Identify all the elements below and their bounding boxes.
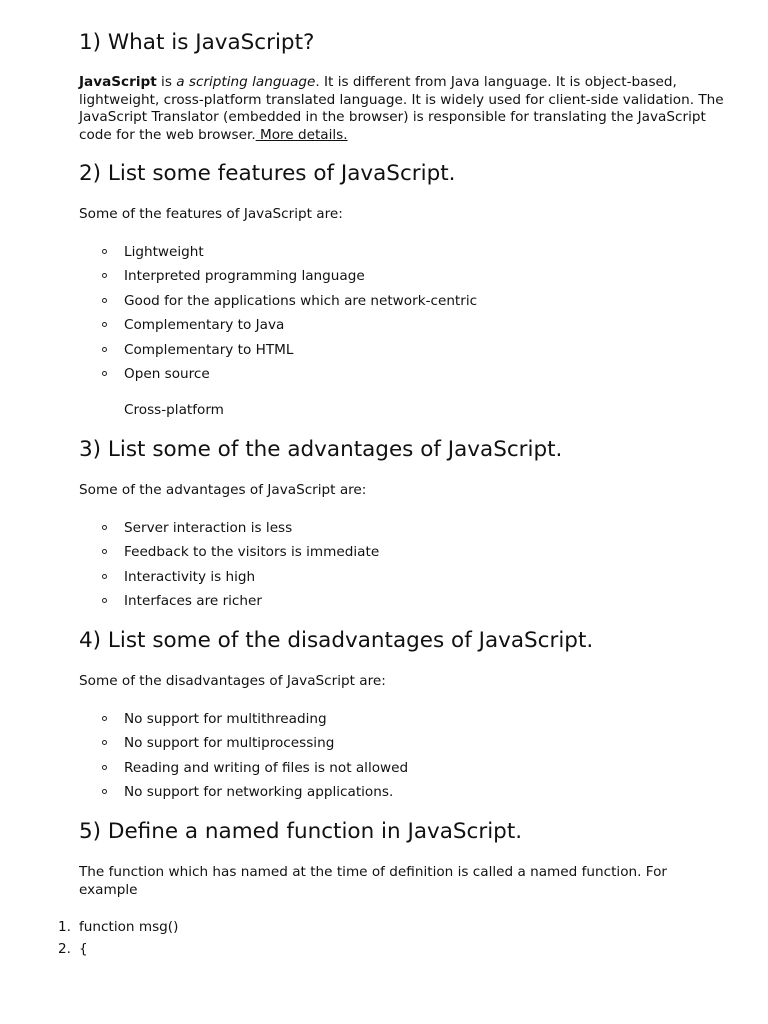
list-item (0, 731, 408, 755)
list-item-text: Open source (124, 365, 210, 382)
list-item-text: No support for networking applications. (124, 784, 394, 801)
list-item-text: Lightweight (124, 244, 204, 260)
advantages-list (0, 516, 379, 614)
circle-bullet-icon (102, 765, 107, 770)
heading-named-function: 5) Define a named function in JavaScript. (79, 819, 523, 844)
features-lead: Some of the features of JavaScript are: (79, 206, 343, 222)
list-item (0, 756, 408, 780)
disadvantages-list (0, 707, 408, 805)
disadvantages-lead: Some of the disadvantages of JavaScript are: (79, 673, 386, 689)
more-details-link[interactable]: More details. (255, 126, 348, 143)
features-extra-item: Cross-platform (124, 402, 224, 418)
term-javascript: JavaScript (79, 74, 157, 90)
intro-text-1: is (156, 74, 177, 90)
code-text: function msg() (79, 919, 179, 935)
heading-features: 2) List some features of JavaScript. (79, 161, 456, 186)
list-item-text: Interactivity is high (124, 568, 256, 585)
line-number: 2. (58, 940, 71, 957)
line-number: 1. (58, 919, 71, 935)
list-item (0, 540, 379, 564)
circle-bullet-icon (102, 789, 107, 794)
circle-bullet-icon (102, 525, 107, 530)
intro-text-2: . It is different from Java language. It is object-based, lightweight, cross-platform translated language. It is widely used for client-side validation. The JavaScript Translator (embedded in the browser) is responsible for translating the JavaScript code for the web browser. (79, 74, 724, 143)
list-item (0, 362, 477, 386)
list-item (0, 313, 477, 337)
advantages-lead: Some of the advantages of JavaScript are: (79, 482, 367, 498)
named-function-lead: The function which has named at the time of definition is called a named function. For example (79, 864, 668, 898)
list-item (0, 780, 408, 804)
list-item-text: Good for the applications which are network-centric (124, 292, 478, 309)
list-item-text: No support for multithreading (124, 711, 327, 727)
circle-bullet-icon (102, 322, 107, 327)
circle-bullet-icon (102, 549, 107, 554)
code-text: { (79, 940, 88, 957)
circle-bullet-icon (102, 574, 107, 579)
code-line (0, 917, 178, 939)
list-item (0, 707, 408, 731)
circle-bullet-icon (102, 347, 107, 352)
list-item (0, 289, 477, 313)
list-item-text: Complementary to Java (124, 317, 285, 334)
heading-what-is-javascript: 1) What is JavaScript? (79, 30, 315, 55)
list-item-text: Interfaces are richer (124, 593, 262, 610)
list-item-text: Reading and writing of files is not allowed (124, 759, 409, 776)
code-list (0, 917, 178, 960)
list-item-text: Server interaction is less (124, 520, 293, 536)
list-item (0, 516, 379, 540)
circle-bullet-icon (102, 273, 107, 278)
circle-bullet-icon (102, 298, 107, 303)
code-line (0, 939, 178, 961)
circle-bullet-icon (102, 249, 107, 254)
features-list (0, 240, 477, 386)
list-item (0, 264, 477, 288)
circle-bullet-icon (102, 740, 107, 745)
circle-bullet-icon (102, 716, 107, 721)
list-item (0, 240, 477, 264)
heading-disadvantages: 4) List some of the disadvantages of JavaScript. (79, 628, 594, 653)
list-item-text: No support for multiprocessing (124, 735, 335, 752)
list-item-text: Feedback to the visitors is immediate (124, 544, 380, 561)
list-item (0, 589, 379, 613)
list-item-text: Complementary to HTML (124, 341, 294, 358)
list-item (0, 565, 379, 589)
circle-bullet-icon (102, 598, 107, 603)
list-item (0, 338, 477, 362)
intro-italic: a scripting language (176, 74, 316, 90)
intro-paragraph (79, 74, 729, 144)
list-item-text: Interpreted programming language (124, 268, 365, 285)
heading-advantages: 3) List some of the advantages of JavaScript. (79, 437, 563, 462)
circle-bullet-icon (102, 371, 107, 376)
